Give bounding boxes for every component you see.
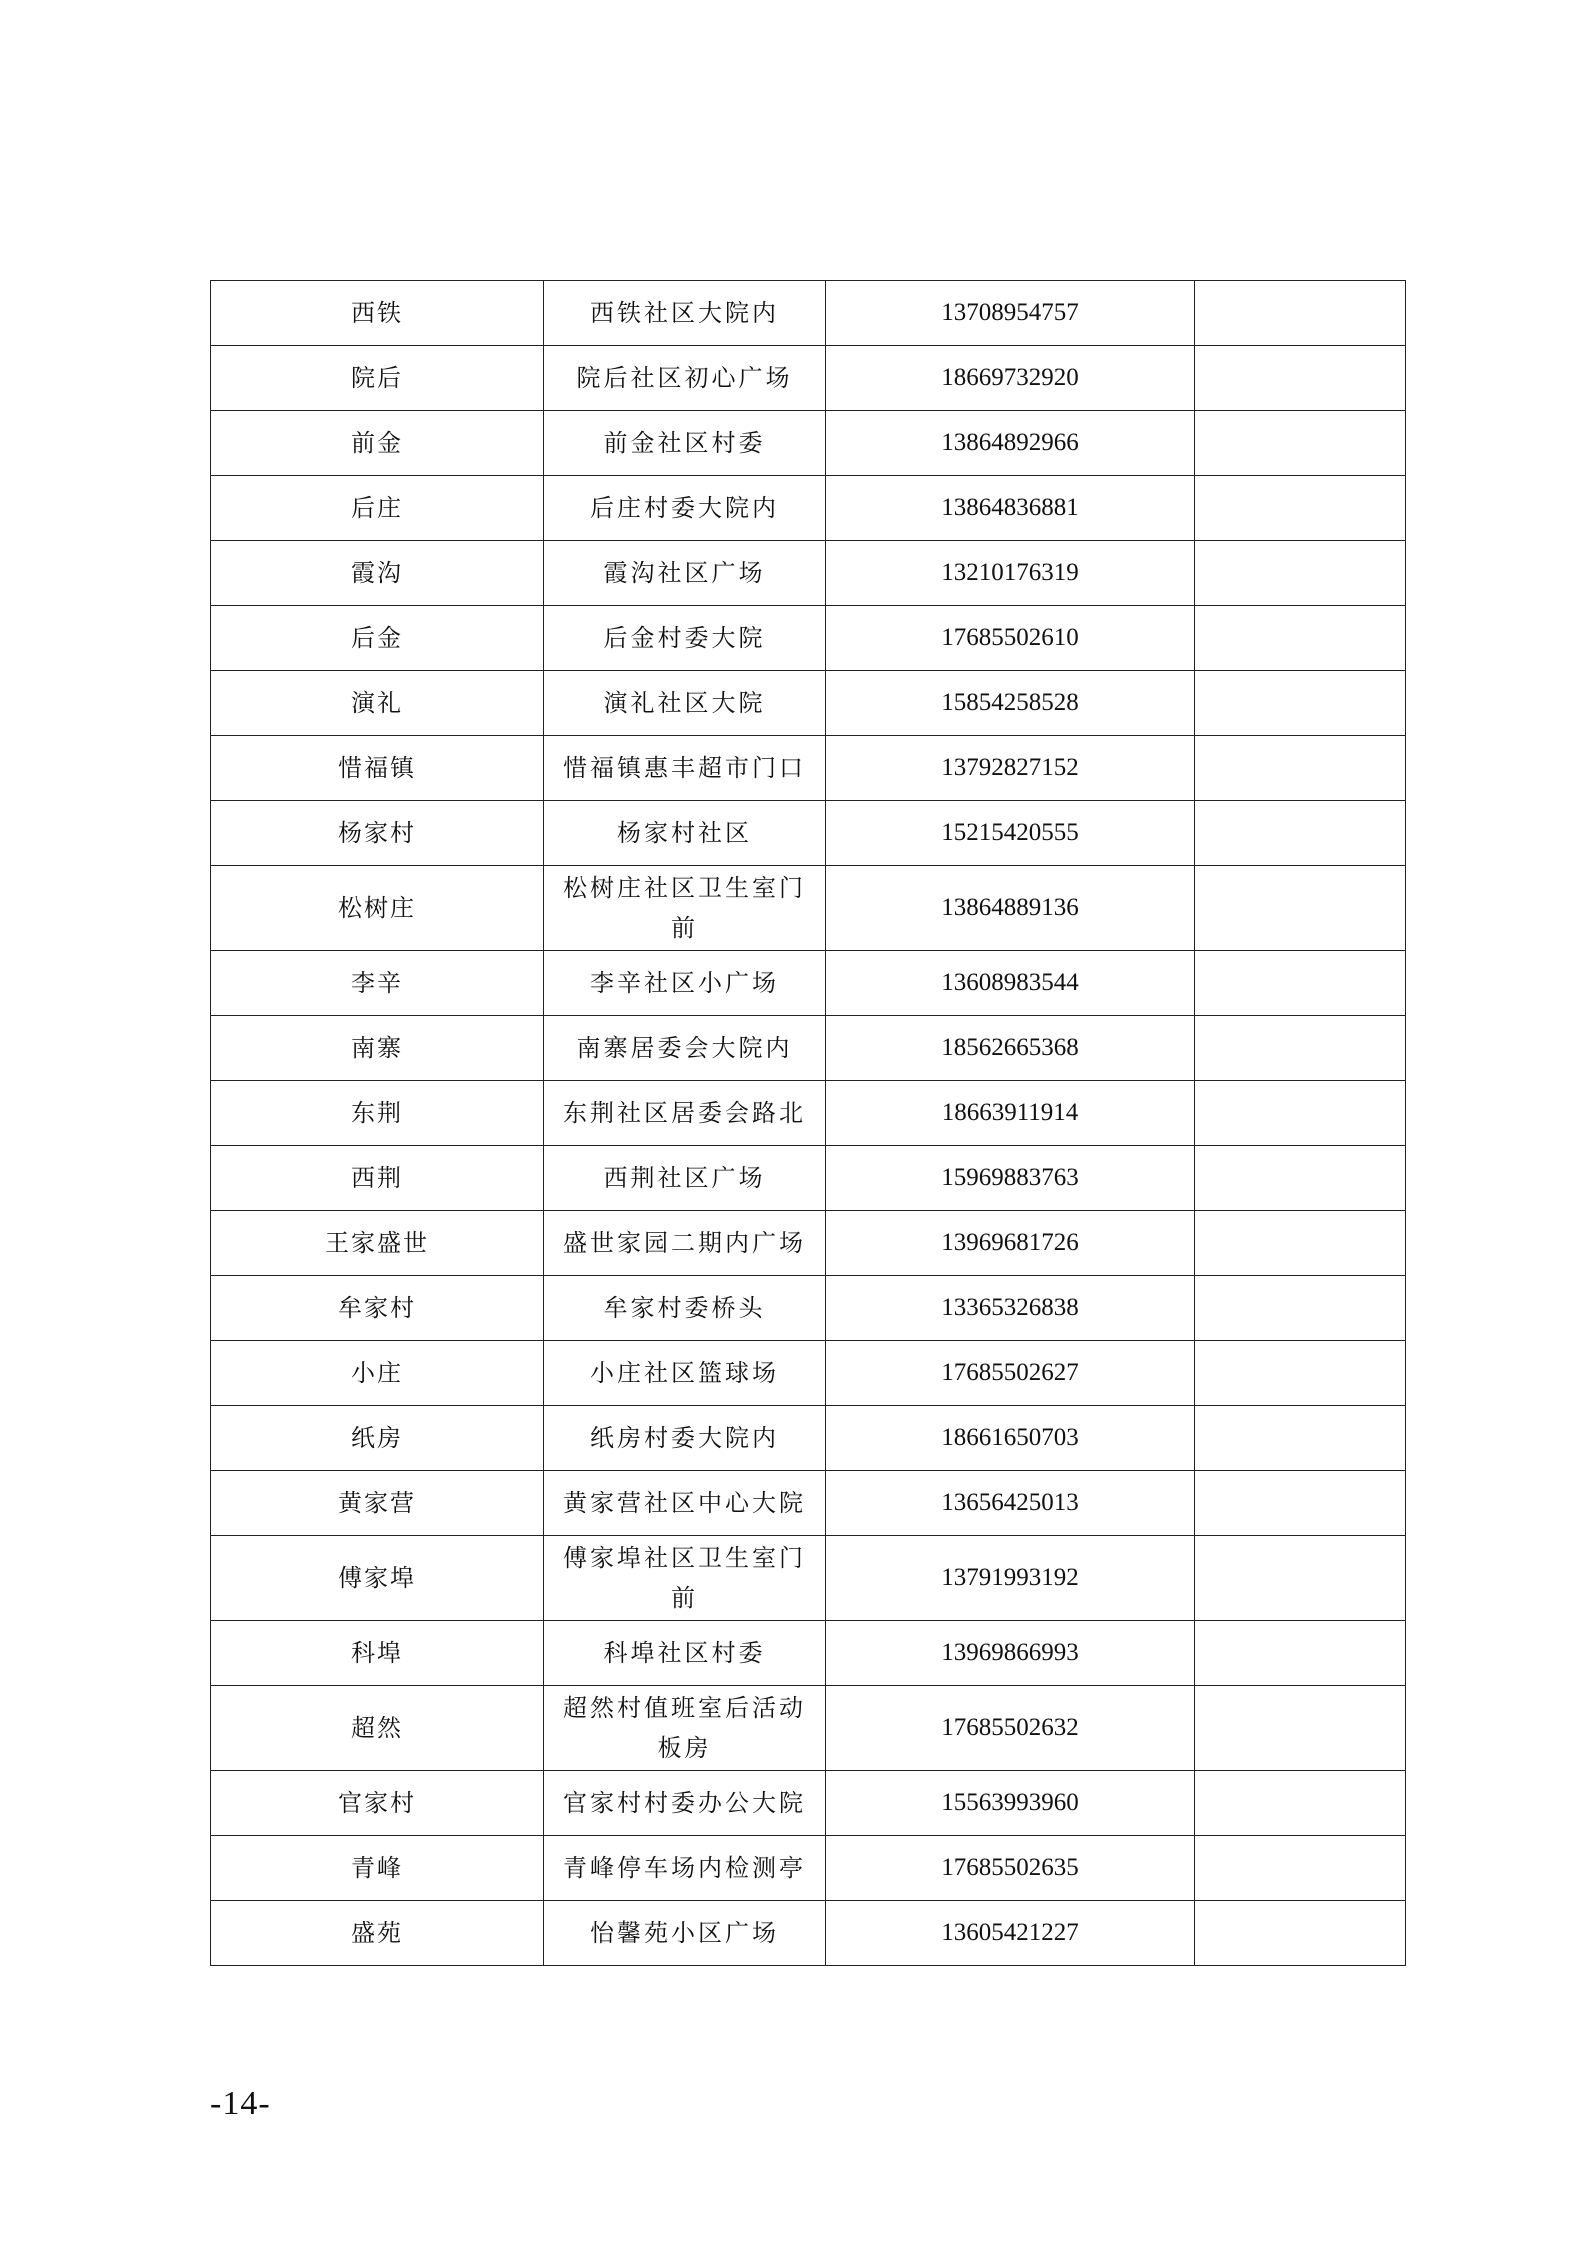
- village-cell: 盛苑: [211, 1901, 544, 1966]
- location-cell: 李辛社区小广场: [544, 951, 826, 1016]
- location-cell: 小庄社区篮球场: [544, 1341, 826, 1406]
- location-cell: 盛世家园二期内广场: [544, 1211, 826, 1276]
- location-cell: 院后社区初心广场: [544, 346, 826, 411]
- phone-cell: 17685502610: [826, 606, 1195, 671]
- note-cell: [1195, 1771, 1406, 1836]
- note-cell: [1195, 541, 1406, 606]
- village-cell: 李辛: [211, 951, 544, 1016]
- note-cell: [1195, 1016, 1406, 1081]
- phone-cell: 17685502635: [826, 1836, 1195, 1901]
- village-cell: 小庄: [211, 1341, 544, 1406]
- note-cell: [1195, 1341, 1406, 1406]
- location-cell: 南寨居委会大院内: [544, 1016, 826, 1081]
- phone-cell: 15215420555: [826, 801, 1195, 866]
- note-cell: [1195, 1686, 1406, 1771]
- location-cell: 松树庄社区卫生室门前: [544, 866, 826, 951]
- table-row: [211, 1016, 1406, 1081]
- note-cell: [1195, 346, 1406, 411]
- table-row: [211, 1901, 1406, 1966]
- note-cell: [1195, 1406, 1406, 1471]
- table-row: [211, 541, 1406, 606]
- note-cell: [1195, 736, 1406, 801]
- table-row: [211, 411, 1406, 476]
- village-cell: 松树庄: [211, 866, 544, 951]
- phone-cell: 15969883763: [826, 1146, 1195, 1211]
- location-cell: 杨家村社区: [544, 801, 826, 866]
- village-cell: 牟家村: [211, 1276, 544, 1341]
- phone-cell: 13365326838: [826, 1276, 1195, 1341]
- phone-cell: 17685502632: [826, 1686, 1195, 1771]
- table-row: [211, 1406, 1406, 1471]
- village-cell: 纸房: [211, 1406, 544, 1471]
- note-cell: [1195, 671, 1406, 736]
- table-row: [211, 606, 1406, 671]
- location-cell: 后金村委大院: [544, 606, 826, 671]
- phone-cell: 18669732920: [826, 346, 1195, 411]
- table-body: [211, 281, 1406, 1966]
- phone-cell: 18562665368: [826, 1016, 1195, 1081]
- phone-cell: 13969866993: [826, 1621, 1195, 1686]
- village-cell: 东荆: [211, 1081, 544, 1146]
- table-row: [211, 281, 1406, 346]
- phone-cell: 13608983544: [826, 951, 1195, 1016]
- table-row: [211, 801, 1406, 866]
- location-cell: 傅家埠社区卫生室门前: [544, 1536, 826, 1621]
- phone-cell: 17685502627: [826, 1341, 1195, 1406]
- location-cell: 怡馨苑小区广场: [544, 1901, 826, 1966]
- location-cell: 东荆社区居委会路北: [544, 1081, 826, 1146]
- village-cell: 王家盛世: [211, 1211, 544, 1276]
- table-row: [211, 866, 1406, 951]
- village-cell: 青峰: [211, 1836, 544, 1901]
- note-cell: [1195, 1836, 1406, 1901]
- village-cell: 傅家埠: [211, 1536, 544, 1621]
- phone-cell: 13605421227: [826, 1901, 1195, 1966]
- table-row: [211, 951, 1406, 1016]
- phone-cell: 18663911914: [826, 1081, 1195, 1146]
- note-cell: [1195, 1901, 1406, 1966]
- note-cell: [1195, 411, 1406, 476]
- village-cell: 演礼: [211, 671, 544, 736]
- location-cell: 惜福镇惠丰超市门口: [544, 736, 826, 801]
- location-cell: 西铁社区大院内: [544, 281, 826, 346]
- table-row: [211, 1771, 1406, 1836]
- phone-cell: 13864836881: [826, 476, 1195, 541]
- phone-cell: 13864892966: [826, 411, 1195, 476]
- page-number: -14-: [210, 2085, 271, 2122]
- village-cell: 杨家村: [211, 801, 544, 866]
- village-cell: 后庄: [211, 476, 544, 541]
- note-cell: [1195, 801, 1406, 866]
- location-cell: 黄家营社区中心大院: [544, 1471, 826, 1536]
- phone-cell: 13791993192: [826, 1536, 1195, 1621]
- table-row: [211, 1536, 1406, 1621]
- location-cell: 演礼社区大院: [544, 671, 826, 736]
- village-cell: 惜福镇: [211, 736, 544, 801]
- table-row: [211, 1836, 1406, 1901]
- table-row: [211, 1621, 1406, 1686]
- village-cell: 黄家营: [211, 1471, 544, 1536]
- village-cell: 霞沟: [211, 541, 544, 606]
- note-cell: [1195, 866, 1406, 951]
- note-cell: [1195, 1081, 1406, 1146]
- table-row: [211, 1276, 1406, 1341]
- village-cell: 南寨: [211, 1016, 544, 1081]
- note-cell: [1195, 1621, 1406, 1686]
- note-cell: [1195, 1536, 1406, 1621]
- phone-cell: 13708954757: [826, 281, 1195, 346]
- village-cell: 西铁: [211, 281, 544, 346]
- note-cell: [1195, 1211, 1406, 1276]
- location-cell: 青峰停车场内检测亭: [544, 1836, 826, 1901]
- table-row: [211, 1081, 1406, 1146]
- village-cell: 后金: [211, 606, 544, 671]
- phone-cell: 13864889136: [826, 866, 1195, 951]
- village-cell: 西荆: [211, 1146, 544, 1211]
- phone-cell: 15563993960: [826, 1771, 1195, 1836]
- table-row: [211, 1146, 1406, 1211]
- table-row: [211, 736, 1406, 801]
- table-row: [211, 1471, 1406, 1536]
- table-row: [211, 671, 1406, 736]
- note-cell: [1195, 476, 1406, 541]
- village-cell: 院后: [211, 346, 544, 411]
- phone-cell: 13656425013: [826, 1471, 1195, 1536]
- testing-sites-table-container: [210, 280, 1405, 1966]
- table-row: [211, 476, 1406, 541]
- note-cell: [1195, 281, 1406, 346]
- location-cell: 西荆社区广场: [544, 1146, 826, 1211]
- village-cell: 前金: [211, 411, 544, 476]
- note-cell: [1195, 1146, 1406, 1211]
- location-cell: 前金社区村委: [544, 411, 826, 476]
- location-cell: 牟家村委桥头: [544, 1276, 826, 1341]
- phone-cell: 13210176319: [826, 541, 1195, 606]
- village-cell: 科埠: [211, 1621, 544, 1686]
- location-cell: 超然村值班室后活动板房: [544, 1686, 826, 1771]
- table-row: [211, 346, 1406, 411]
- table-row: [211, 1686, 1406, 1771]
- location-cell: 霞沟社区广场: [544, 541, 826, 606]
- table-row: [211, 1211, 1406, 1276]
- note-cell: [1195, 606, 1406, 671]
- location-cell: 后庄村委大院内: [544, 476, 826, 541]
- village-cell: 超然: [211, 1686, 544, 1771]
- village-cell: 官家村: [211, 1771, 544, 1836]
- note-cell: [1195, 1471, 1406, 1536]
- note-cell: [1195, 951, 1406, 1016]
- location-cell: 官家村村委办公大院: [544, 1771, 826, 1836]
- note-cell: [1195, 1276, 1406, 1341]
- phone-cell: 18661650703: [826, 1406, 1195, 1471]
- testing-sites-table: [210, 280, 1406, 1966]
- phone-cell: 13792827152: [826, 736, 1195, 801]
- location-cell: 纸房村委大院内: [544, 1406, 826, 1471]
- table-row: [211, 1341, 1406, 1406]
- location-cell: 科埠社区村委: [544, 1621, 826, 1686]
- phone-cell: 15854258528: [826, 671, 1195, 736]
- phone-cell: 13969681726: [826, 1211, 1195, 1276]
